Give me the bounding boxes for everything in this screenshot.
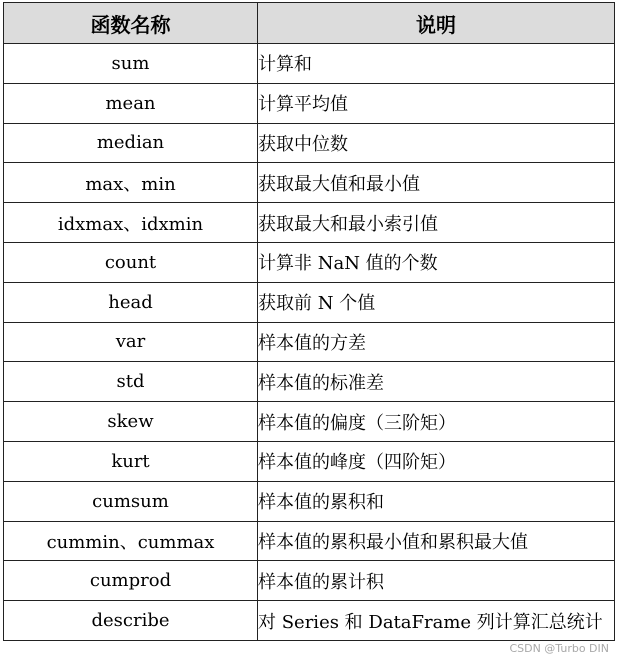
function-name-cell: kurt — [4, 441, 258, 481]
watermark: CSDN @Turbo DIN — [509, 642, 609, 655]
function-name-cell: cumsum — [4, 481, 258, 521]
description-cell: 计算和 — [258, 44, 615, 84]
function-name-cell: std — [4, 362, 258, 402]
table-row — [4, 282, 615, 322]
function-name-cell: cummin、cummax — [4, 521, 258, 561]
function-name-cell: describe — [4, 601, 258, 641]
description-cell: 样本值的偏度（三阶矩） — [258, 402, 615, 442]
functions-table — [3, 2, 615, 641]
table-row — [4, 322, 615, 362]
description-cell: 样本值的标准差 — [258, 362, 615, 402]
table-body — [4, 44, 615, 641]
table-row — [4, 83, 615, 123]
table-row — [4, 163, 615, 203]
description-cell: 获取前 N 个值 — [258, 282, 615, 322]
description-cell: 样本值的方差 — [258, 322, 615, 362]
description-cell: 样本值的累计积 — [258, 561, 615, 601]
function-name-cell: max、min — [4, 163, 258, 203]
table-row — [4, 44, 615, 84]
description-cell: 对 Series 和 DataFrame 列计算汇总统计 — [258, 601, 615, 641]
header-description: 说明 — [258, 3, 615, 44]
description-cell: 计算平均值 — [258, 83, 615, 123]
description-cell: 样本值的累积最小值和累积最大值 — [258, 521, 615, 561]
table-row — [4, 402, 615, 442]
description-cell: 样本值的累积和 — [258, 481, 615, 521]
description-cell: 获取最大和最小索引值 — [258, 203, 615, 243]
table-row — [4, 441, 615, 481]
description-cell: 计算非 NaN 值的个数 — [258, 242, 615, 282]
description-cell: 获取最大值和最小值 — [258, 163, 615, 203]
function-name-cell: count — [4, 242, 258, 282]
function-name-cell: sum — [4, 44, 258, 84]
table-row — [4, 481, 615, 521]
table-row — [4, 362, 615, 402]
function-name-cell: cumprod — [4, 561, 258, 601]
header-function-name: 函数名称 — [4, 3, 258, 44]
function-name-cell: median — [4, 123, 258, 163]
description-cell: 获取中位数 — [258, 123, 615, 163]
function-name-cell: idxmax、idxmin — [4, 203, 258, 243]
function-name-cell: mean — [4, 83, 258, 123]
function-name-cell: var — [4, 322, 258, 362]
header-row — [4, 3, 615, 44]
table-row — [4, 561, 615, 601]
table-header — [4, 3, 615, 44]
table-row — [4, 203, 615, 243]
function-name-cell: head — [4, 282, 258, 322]
function-name-cell: skew — [4, 402, 258, 442]
table-row — [4, 521, 615, 561]
table-row — [4, 601, 615, 641]
table-row — [4, 123, 615, 163]
table-row — [4, 242, 615, 282]
description-cell: 样本值的峰度（四阶矩） — [258, 441, 615, 481]
